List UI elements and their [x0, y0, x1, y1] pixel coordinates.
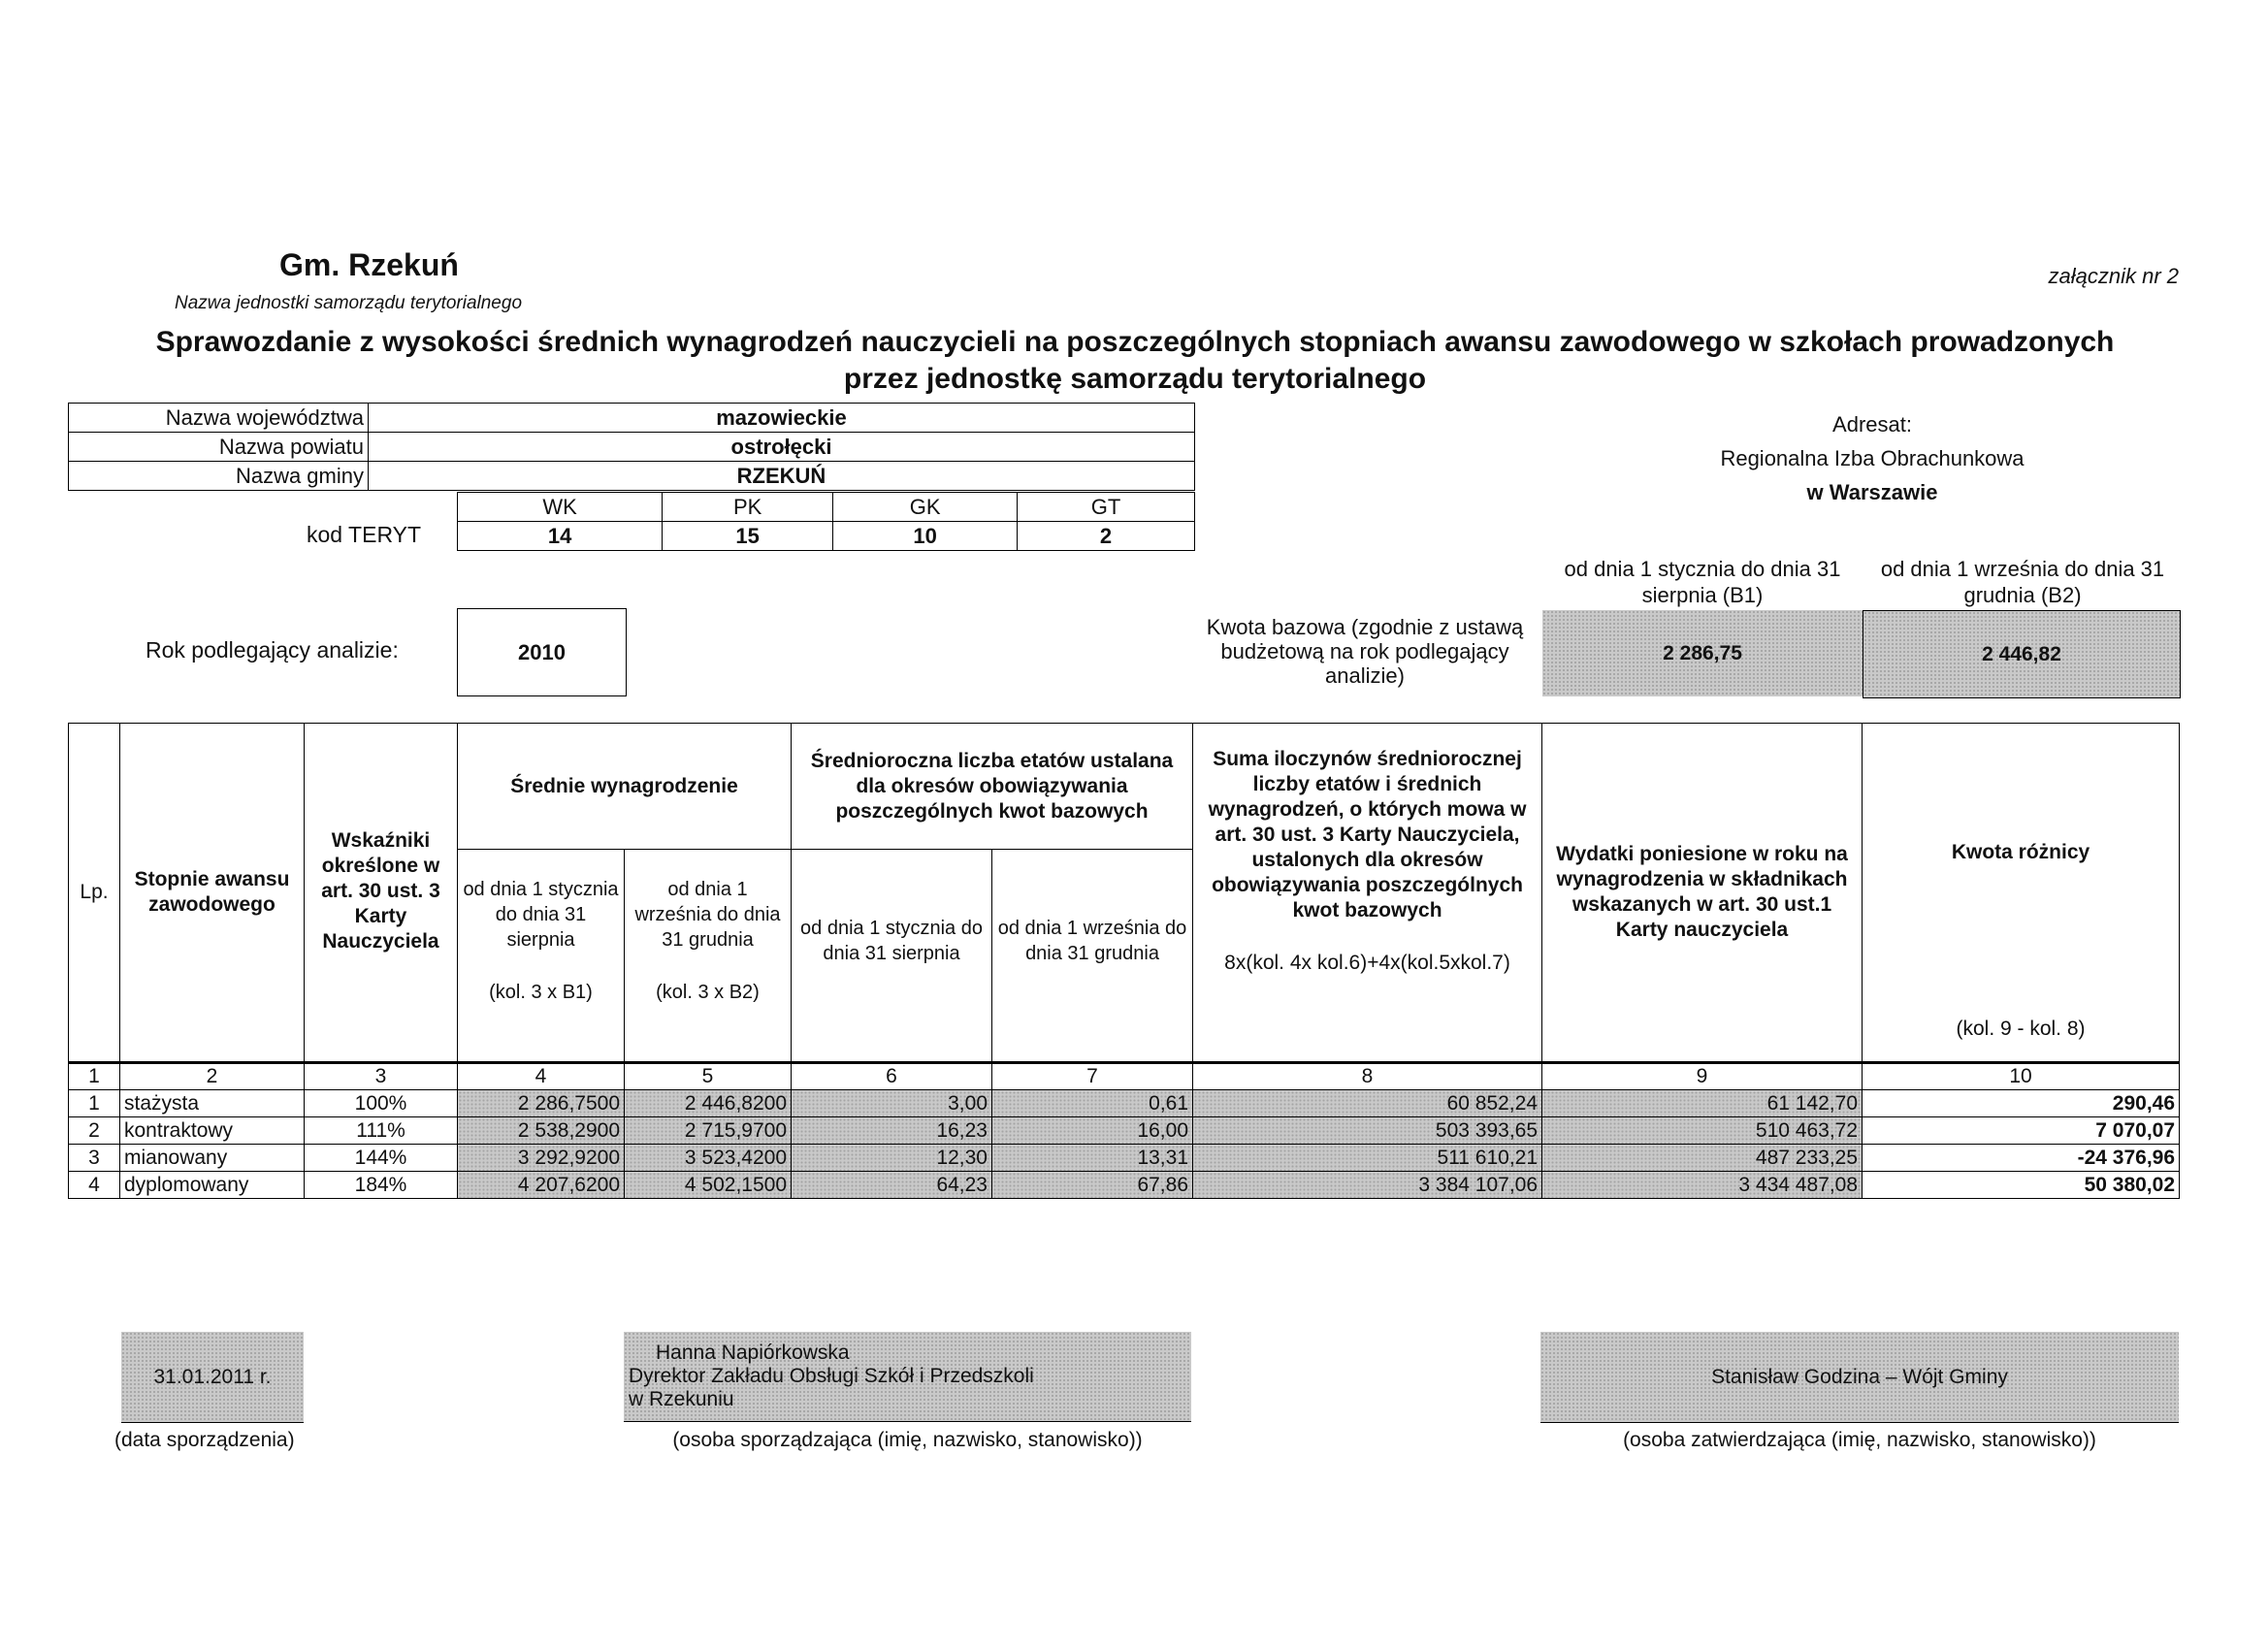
row-wydatki: 510 463,72 — [1542, 1117, 1863, 1145]
teryt-label: kod TERYT — [307, 522, 422, 547]
row-lp: 1 — [69, 1090, 120, 1117]
jst-caption: Nazwa jednostki samorządu terytorialnego — [175, 293, 523, 313]
commune-value: RZEKUŃ — [369, 462, 1195, 491]
header-srednie-b1 — [458, 850, 625, 1063]
header-srednie-b2-note: (kol. 3 x B2) — [656, 982, 760, 1003]
col-number: 7 — [992, 1063, 1193, 1090]
row-srednie-b2: 4 502,1500 — [625, 1172, 792, 1199]
row-srednie-b2: 2 715,9700 — [625, 1117, 792, 1145]
col-number: 9 — [1542, 1063, 1863, 1090]
row-wydatki: 487 233,25 — [1542, 1145, 1863, 1172]
addressee-block — [1639, 407, 2105, 509]
row-srednie-b1: 3 292,9200 — [458, 1145, 625, 1172]
jst-info-table — [68, 403, 1195, 491]
report-title: Sprawozdanie z wysokości średnich wynagrodzeń nauczycieli na poszczególnych stopniach awansu zawodowego w szkołach prowadzonych przez jednostkę samorządu terytorialnego — [155, 326, 2115, 395]
col-number: 4 — [458, 1063, 625, 1090]
row-stopien: kontraktowy — [120, 1117, 305, 1145]
row-wskaznik: 144% — [305, 1145, 458, 1172]
row-srednie-b2: 2 446,8200 — [625, 1090, 792, 1117]
row-lp: 4 — [69, 1172, 120, 1199]
row-etaty-b1: 12,30 — [792, 1145, 992, 1172]
row-roznica: 290,46 — [1863, 1090, 2180, 1117]
row-stopien: dyplomowany — [120, 1172, 305, 1199]
salary-report-table — [68, 723, 2180, 1199]
col-number: 5 — [625, 1063, 792, 1090]
teryt-header-gk: GK — [833, 493, 1018, 522]
row-roznica: -24 376,96 — [1863, 1145, 2180, 1172]
attachment-label: załącznik nr 2 — [2048, 264, 2179, 288]
header-srednie-b2 — [625, 850, 792, 1063]
row-etaty-b2: 13,31 — [992, 1145, 1193, 1172]
row-srednie-b1: 2 538,2900 — [458, 1117, 625, 1145]
year-label: Rok podlegający analizie: — [146, 637, 399, 663]
header-etaty: Średnioroczna liczba etatów ustalana dla okresów obowiązywania poszczególnych kwot bazowych — [792, 724, 1193, 850]
voivodeship-label: Nazwa województwa — [69, 404, 369, 433]
table-row — [69, 1172, 2180, 1199]
header-roznica-text: Kwota różnicy — [1951, 841, 2090, 863]
base-amount-b1: 2 286,75 — [1542, 610, 1863, 696]
header-srednie-b1-text: od dnia 1 stycznia do dnia 31 sierpnia — [463, 879, 619, 951]
base-amount-b2: 2 446,82 — [1863, 610, 2181, 698]
teryt-value-wk: 14 — [458, 522, 663, 551]
row-roznica: 50 380,02 — [1863, 1172, 2180, 1199]
col-number: 1 — [69, 1063, 120, 1090]
teryt-header-gt: GT — [1018, 493, 1195, 522]
addressee-city: w Warszawie — [1806, 480, 1938, 504]
row-wydatki: 61 142,70 — [1542, 1090, 1863, 1117]
col-number: 10 — [1863, 1063, 2180, 1090]
row-stopien: mianowany — [120, 1145, 305, 1172]
county-value: ostrołęcki — [369, 433, 1195, 462]
row-wydatki: 3 434 487,08 — [1542, 1172, 1863, 1199]
row-etaty-b1: 16,23 — [792, 1117, 992, 1145]
date-prepared-label: (data sporządzenia) — [114, 1429, 295, 1451]
header-stopnie: Stopnie awansu zawodowego — [120, 724, 305, 1063]
row-srednie-b2: 3 523,4200 — [625, 1145, 792, 1172]
col-number: 6 — [792, 1063, 992, 1090]
row-suma: 60 852,24 — [1193, 1090, 1542, 1117]
header-srednie-b2-text: od dnia 1 września do dnia 31 grudnia — [634, 879, 781, 951]
header-suma-note: 8x(kol. 4x kol.6)+4x(kol.5xkol.7) — [1224, 952, 1510, 974]
header-roznica — [1863, 724, 2180, 1063]
row-stopien: stażysta — [120, 1090, 305, 1117]
preparer-block — [624, 1332, 1191, 1422]
preparer-title-line1: Dyrektor Zakładu Obsługi Szkół i Przedszkoli — [629, 1365, 1034, 1387]
row-suma: 3 384 107,06 — [1193, 1172, 1542, 1199]
row-etaty-b2: 16,00 — [992, 1117, 1193, 1145]
header-srednie: Średnie wynagrodzenie — [458, 724, 792, 850]
row-wskaznik: 184% — [305, 1172, 458, 1199]
header-etaty-b1: od dnia 1 stycznia do dnia 31 sierpnia — [792, 850, 992, 1063]
date-prepared: 31.01.2011 r. — [121, 1332, 304, 1423]
header-wskazniki: Wskaźniki określone w art. 30 ust. 3 Karty Nauczyciela — [305, 724, 458, 1063]
approver-block: Stanisław Godzina – Wójt Gminy — [1540, 1332, 2179, 1423]
jst-name: Gm. Rzekuń — [279, 247, 459, 282]
header-etaty-b2: od dnia 1 września do dnia 31 grudnia — [992, 850, 1193, 1063]
table-row — [69, 1145, 2180, 1172]
preparer-name: Hanna Napiórkowska — [656, 1342, 850, 1364]
teryt-header-pk: PK — [663, 493, 833, 522]
teryt-table — [457, 492, 1195, 551]
header-wydatki: Wydatki poniesione w roku na wynagrodzenia w składnikach wskazanych w art. 30 ust.1 Karty nauczyciela — [1542, 724, 1863, 1063]
table-row — [69, 1117, 2180, 1145]
preparer-title-line2: w Rzekuniu — [629, 1388, 734, 1410]
row-suma: 511 610,21 — [1193, 1145, 1542, 1172]
teryt-value-gt: 2 — [1018, 522, 1195, 551]
teryt-header-wk: WK — [458, 493, 663, 522]
row-wskaznik: 111% — [305, 1117, 458, 1145]
row-etaty-b2: 0,61 — [992, 1090, 1193, 1117]
row-etaty-b2: 67,86 — [992, 1172, 1193, 1199]
addressee-name: Regionalna Izba Obrachunkowa — [1720, 446, 2025, 470]
approver-label: (osoba zatwierdzająca (imię, nazwisko, stanowisko)) — [1623, 1429, 2096, 1451]
header-srednie-b1-note: (kol. 3 x B1) — [489, 982, 593, 1003]
col-number: 8 — [1193, 1063, 1542, 1090]
row-roznica: 7 070,07 — [1863, 1117, 2180, 1145]
row-lp: 3 — [69, 1145, 120, 1172]
table-row — [69, 1090, 2180, 1117]
row-srednie-b1: 2 286,7500 — [458, 1090, 625, 1117]
row-etaty-b1: 64,23 — [792, 1172, 992, 1199]
row-wskaznik: 100% — [305, 1090, 458, 1117]
base-b1-header: od dnia 1 stycznia do dnia 31 sierpnia (B1) — [1564, 557, 1841, 607]
teryt-value-pk: 15 — [663, 522, 833, 551]
voivodeship-value: mazowieckie — [369, 404, 1195, 433]
row-srednie-b1: 4 207,6200 — [458, 1172, 625, 1199]
header-lp: Lp. — [69, 724, 120, 1063]
header-suma — [1193, 724, 1542, 1063]
row-lp: 2 — [69, 1117, 120, 1145]
year-value: 2010 — [457, 608, 627, 696]
base-b2-header: od dnia 1 września do dnia 31 grudnia (B2) — [1880, 557, 2165, 607]
base-amount-label: Kwota bazowa (zgodnie z ustawą budżetową na rok podlegający analizie) — [1206, 615, 1524, 688]
teryt-value-gk: 10 — [833, 522, 1018, 551]
col-number: 3 — [305, 1063, 458, 1090]
row-etaty-b1: 3,00 — [792, 1090, 992, 1117]
header-suma-text: Suma iloczynów średniorocznej liczby etatów i średnich wynagrodzeń, o których mowa w art. 30 ust. 3 Karty Nauczyciela, ustalonych dla okresów obowiązywania poszczególnych kwot bazowych — [1208, 748, 1527, 922]
commune-label: Nazwa gminy — [69, 462, 369, 491]
preparer-label: (osoba sporządzająca (imię, nazwisko, stanowisko)) — [672, 1429, 1143, 1451]
col-number: 2 — [120, 1063, 305, 1090]
row-suma: 503 393,65 — [1193, 1117, 1542, 1145]
header-roznica-note: (kol. 9 - kol. 8) — [1956, 1018, 2086, 1040]
addressee-label: Adresat: — [1832, 412, 1912, 436]
county-label: Nazwa powiatu — [69, 433, 369, 462]
